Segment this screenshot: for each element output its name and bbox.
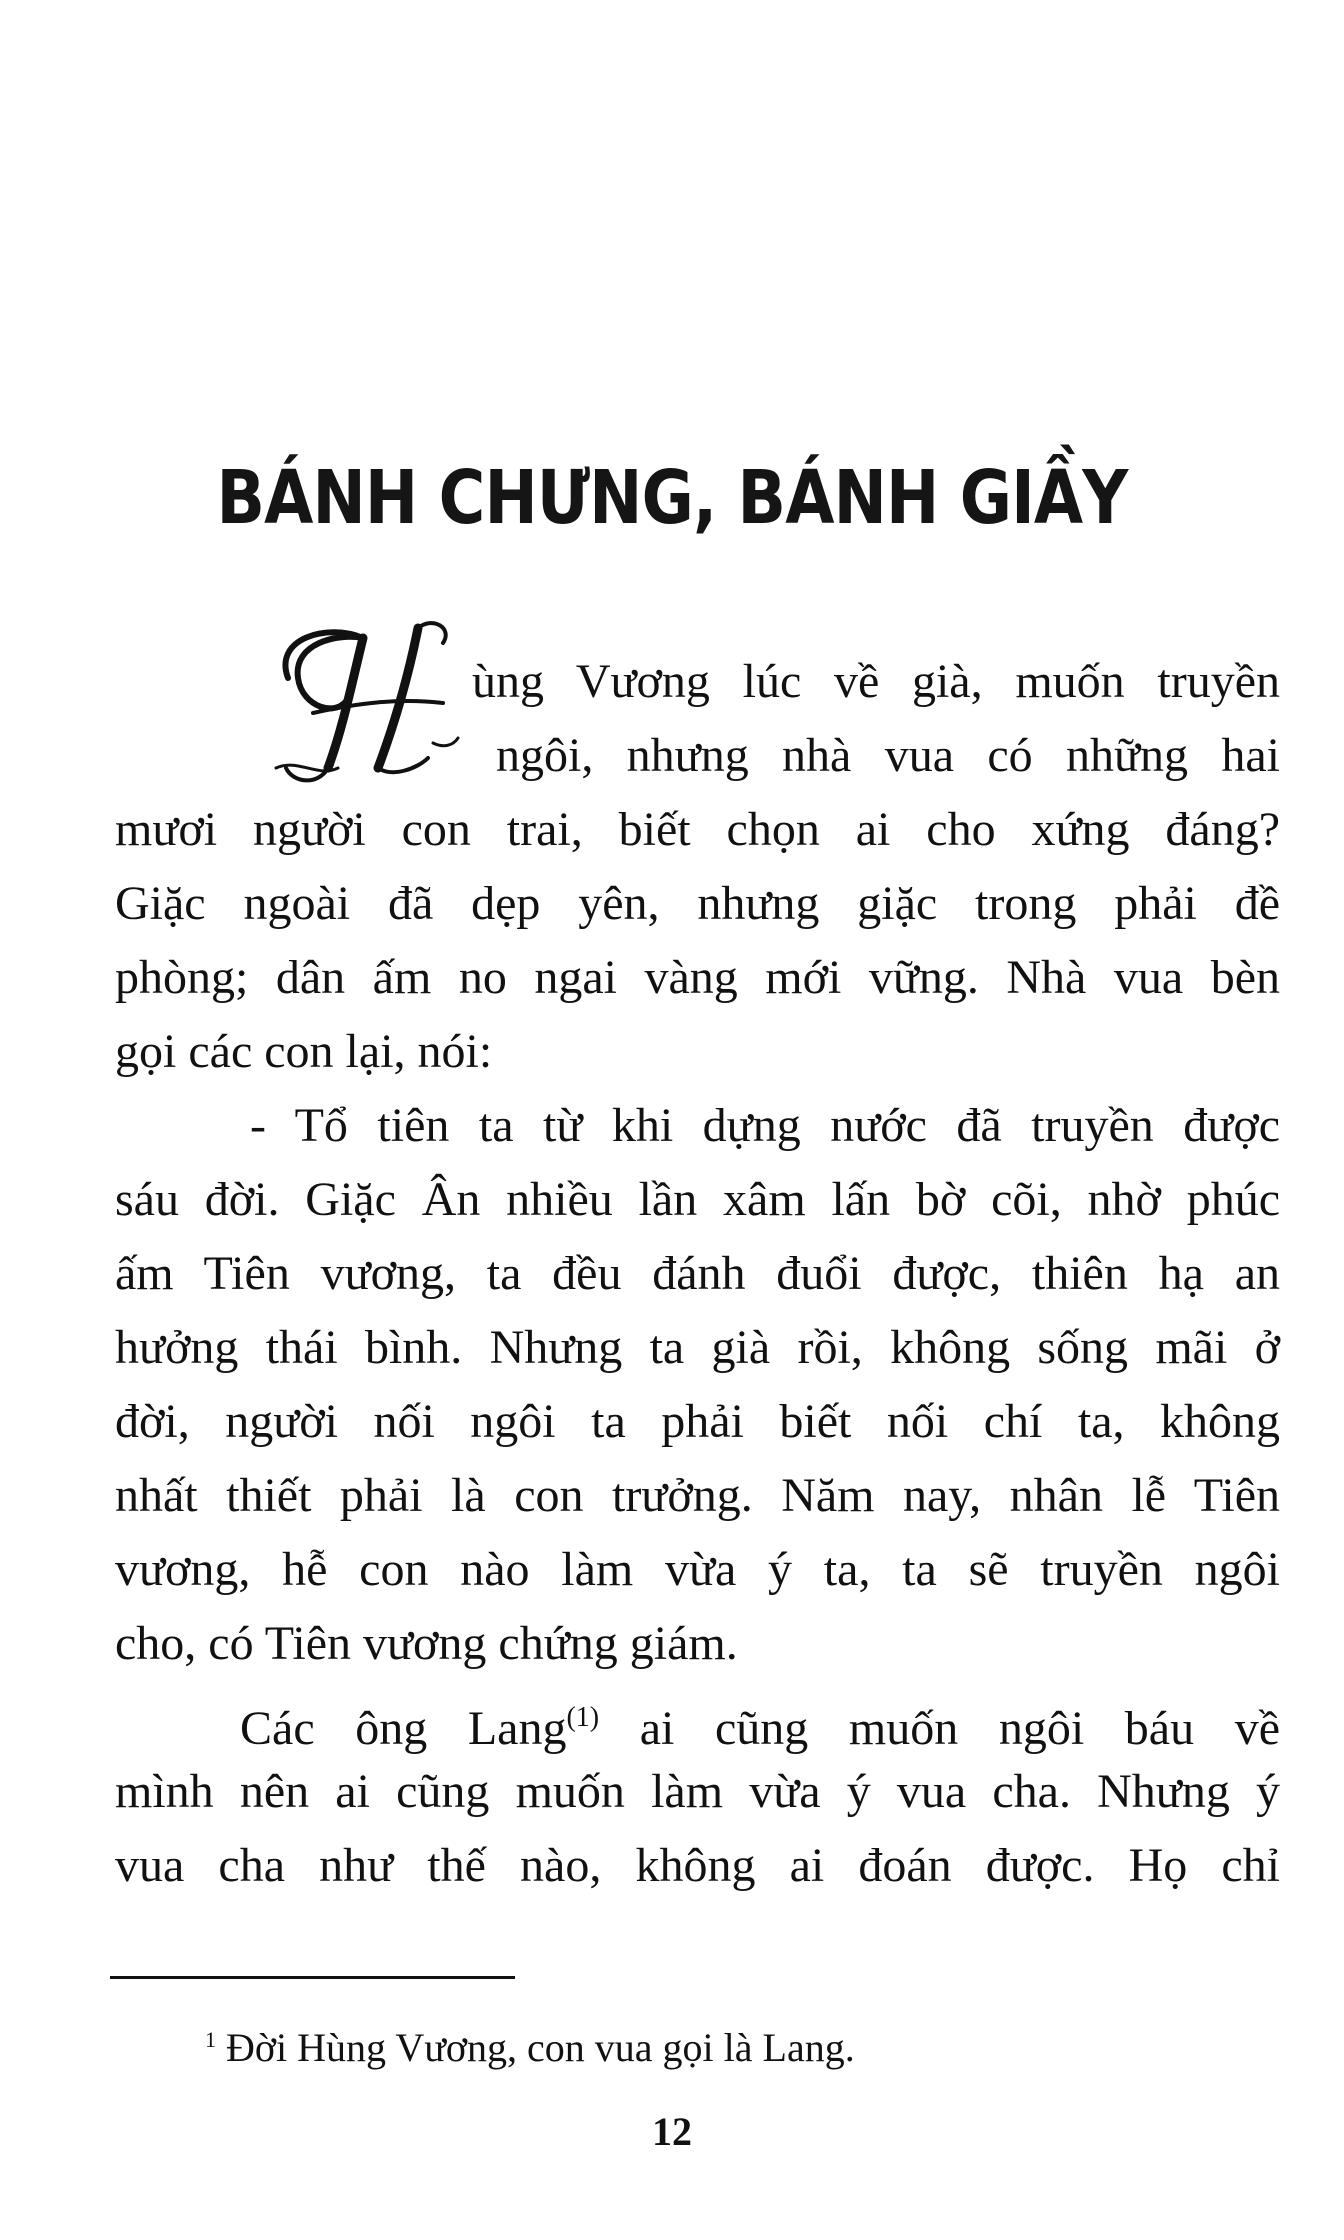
page-number: 12 <box>652 2109 692 2154</box>
page-title: BÁNH CHƯNG, BÁNH GIẦY <box>216 455 1128 541</box>
text-line: sáu đời. Giặc Ân nhiều lần xâm lấn bờ cõi, nhờ phúc <box>115 1173 1280 1226</box>
paragraph-1 <box>115 645 1280 1089</box>
text-line: ngôi, nhưng nhà vua có những hai <box>496 729 1280 782</box>
text-line: gọi các con lại, nói: <box>115 1025 493 1078</box>
text-line <box>240 1681 1280 1755</box>
footnote-reference: (1) <box>566 1702 600 1733</box>
paragraph-3 <box>115 1681 1280 1903</box>
text-line: nhất thiết phải là con trưởng. Năm nay, nhân lễ Tiên <box>115 1469 1280 1522</box>
text-line: Giặc ngoài đã dẹp yên, nhưng giặc trong phải đề <box>115 877 1280 930</box>
text-line: cho, có Tiên vương chứng giám. <box>115 1617 738 1670</box>
text-line: mươi người con trai, biết chọn ai cho xứng đáng? <box>115 803 1280 856</box>
text-line: hưởng thái bình. Nhưng ta già rồi, không sống mãi ở <box>115 1321 1280 1374</box>
text-line: phòng; dân ấm no ngai vàng mới vững. Nhà vua bèn <box>115 951 1280 1004</box>
text-line: ùng Vương lúc về già, muốn truyền <box>472 655 1280 708</box>
text-line: vương, hễ con nào làm vừa ý ta, ta sẽ truyền ngôi <box>115 1543 1280 1596</box>
footnote-text: Đời Hùng Vương, con vua gọi là Lang. <box>226 2025 855 2070</box>
text-line: đời, người nối ngôi ta phải biết nối chí ta, không <box>115 1395 1280 1448</box>
text-line: mình nên ai cũng muốn làm vừa ý vua cha. Nhưng ý <box>115 1765 1280 1818</box>
paragraph-2 <box>115 1089 1280 1681</box>
text-line: - Tổ tiên ta từ khi dựng nước đã truyền được <box>250 1099 1280 1152</box>
footnote-divider <box>110 1976 515 1979</box>
text-span: ai cũng muốn ngôi báu về <box>599 1702 1280 1755</box>
footnote-marker: 1 <box>205 2027 216 2052</box>
text-line: vua cha như thế nào, không ai đoán được. Họ chỉ <box>115 1839 1280 1892</box>
footnote <box>205 2015 855 2073</box>
text-line: ấm Tiên vương, ta đều đánh đuổi được, thiên hạ an <box>115 1247 1280 1300</box>
text-span: Các ông Lang <box>240 1702 567 1755</box>
